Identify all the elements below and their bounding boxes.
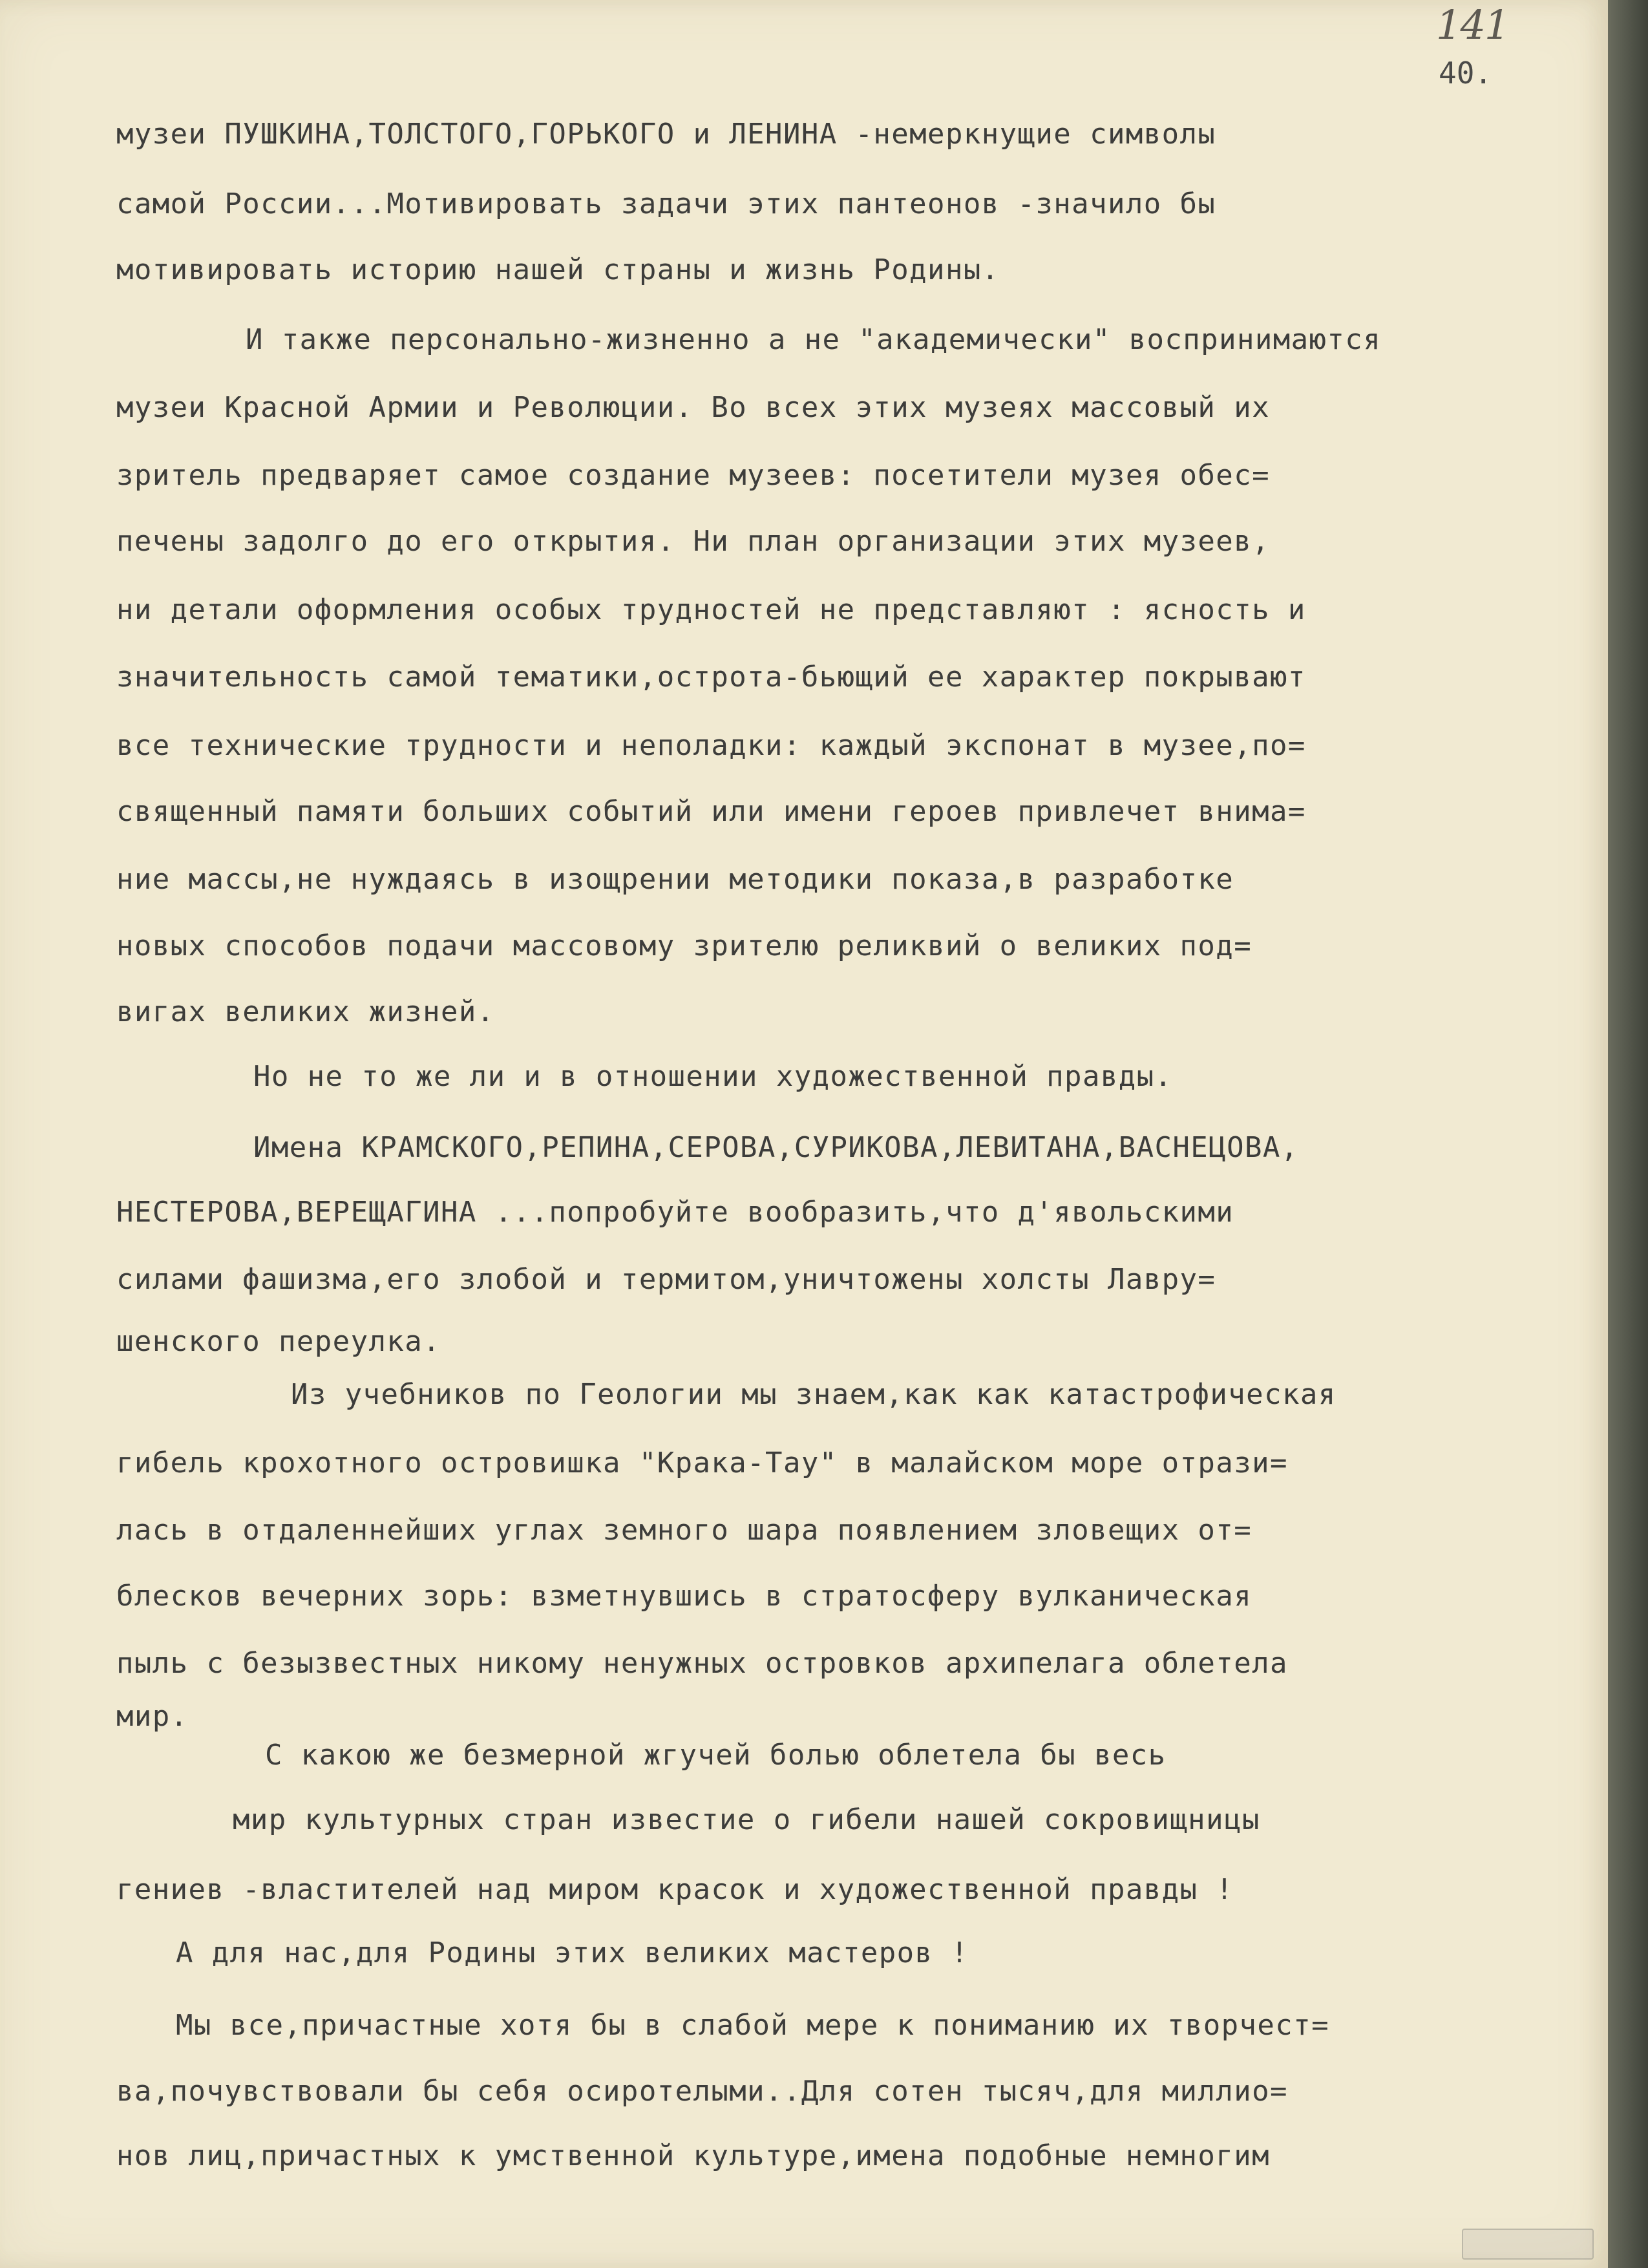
text-line: А для нас,для Родины этих великих мастеров ! (176, 1936, 969, 1969)
text-line: ние массы,не нуждаясь в изощрении методики показа,в разработке (116, 863, 1234, 896)
text-line: мир культурных стран известие о гибели нашей сокровищницы (233, 1803, 1260, 1836)
text-line: ва,почувствовали бы себя осиротелыми..Для сотен тысяч,для миллио= (116, 2075, 1288, 2108)
text-line: значительность самой тематики,острота-бьющий ее характер покрывают (116, 661, 1306, 694)
text-line: вигах великих жизней. (116, 995, 495, 1028)
text-line: Мы все,причастные хотя бы в слабой мере к пониманию их творчест= (176, 2009, 1329, 2042)
pencil-folio-mark: 141 (1436, 1, 1509, 48)
text-line: блесков вечерних зорь: взметнувшись в стратосферу вулканическая (116, 1580, 1252, 1613)
text-line: И также персонально-жизненно а не "академически" воспринимаются (246, 323, 1382, 356)
text-line: С какою же безмерной жгучей болью облетела бы весь (265, 1739, 1167, 1772)
text-line: все технические трудности и неполадки: каждый экспонат в музее,по= (116, 729, 1306, 762)
text-line: пыль с безызвестных никому ненужных островков архипелага облетела (116, 1647, 1288, 1680)
text-line: новых способов подачи массовому зрителю реликвий о великих под= (116, 929, 1252, 962)
text-line: гениев -властителей над миром красок и художественной правды ! (116, 1873, 1234, 1906)
text-line: шенского переулка. (116, 1325, 441, 1358)
text-line: священный памяти больших событий или имени героев привлечет внима= (116, 795, 1306, 828)
page-number: 40. (1439, 56, 1493, 90)
text-line: Имена КРАМСКОГО,РЕПИНА,СЕРОВА,СУРИКОВА,ЛЕВИТАНА,ВАСНЕЦОВА, (253, 1131, 1299, 1164)
archive-stamp (1462, 2229, 1594, 2260)
text-line: печены задолго до его открытия. Ни план организации этих музеев, (116, 525, 1270, 558)
text-line: ни детали оформления особых трудностей не представляют : ясность и (116, 593, 1306, 626)
text-line: музеи ПУШКИНА,ТОЛСТОГО,ГОРЬКОГО и ЛЕНИНА -немеркнущие символы (116, 118, 1216, 151)
text-line: силами фашизма,его злобой и термитом,уничтожены холсты Лавру= (116, 1263, 1216, 1296)
text-line: нов лиц,причастных к умственной культуре,имена подобные немногим (116, 2139, 1270, 2172)
text-line: лась в отдаленнейших углах земного шара появлением зловещих от= (116, 1514, 1252, 1547)
text-line: мотивировать историю нашей страны и жизнь Родины. (116, 253, 1000, 286)
text-line: Из учебников по Геологии мы знаем,как как катастрофическая (291, 1378, 1336, 1411)
text-line: зритель предваряет самое создание музеев: посетители музея обес= (116, 459, 1270, 492)
text-line: музеи Красной Армии и Революции. Во всех этих музеях массовый их (116, 391, 1270, 424)
page-edge (1608, 0, 1648, 2268)
text-line: самой России...Мотивировать задачи этих пантеонов -значило бы (116, 187, 1216, 220)
text-line: гибель крохотного островишка "Крака-Тау" в малайском море отрази= (116, 1447, 1288, 1479)
text-line: НЕСТЕРОВА,ВЕРЕЩАГИНА ...попробуйте вообразить,что д'явольскими (116, 1196, 1234, 1229)
text-line: Но не то же ли и в отношении художественной правды. (253, 1060, 1173, 1093)
text-line: мир. (116, 1700, 189, 1733)
